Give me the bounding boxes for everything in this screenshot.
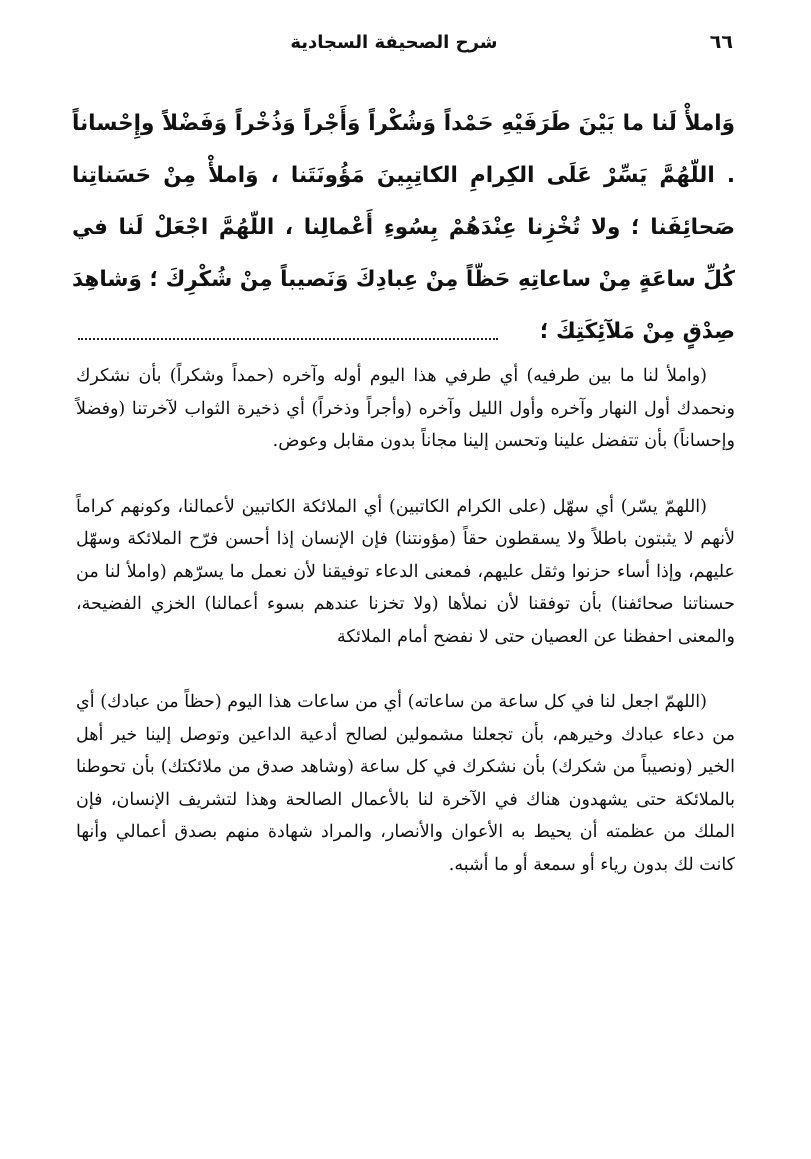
dotted-divider — [78, 338, 498, 340]
commentary-paragraph: (واملأ لنا ما بين طرفيه) أي طرفي هذا اليوم أوله وآخره (حمداً وشكراً) بأن نشكرك ونحمدك أول النهار وآخره وأول الليل وآخره (وأجراً وذخراً) أي ذخيرة الثواب لآخرتنا (وفضلاً وإحساناً) بأن تتفضل علينا وتحسن إلينا مجاناً بدون مقابل وعوض. — [76, 366, 735, 451]
commentary-paragraph: (اللهمّ يسّر) أي سهّل (على الكرام الكاتبين) أي الملائكة الكاتبين لأعمالنا، وكونهم كراماً لأنهم لا يثبتون باطلاً ولا يسقطون حقاً (مؤونتنا) فإن الإنسان إذا أحسن فرّح الملائكة وسهّل عليهم، وإذا أساء حزنوا وثقل عليهم، فمعنى الدعاء توفيقنا لأن نعمل ما يسرّهم (واملأ لنا من حسناتنا صحائفنا) بأن توفقنا لأن نملأها (ولا تخزنا عندهم بسوء أعمالنا) الخزي الفضيحة، والمعنى احفظنا عن العصيان حتى لا نفضح أمام الملائكة — [76, 496, 735, 647]
supplication-text: وَاملأْ لَنا ما بَيْنَ طَرَفَيْهِ حَمْداً وَشُكْراً وَأَجْراً وَذُخْراً وَفَضْلاً وإِحْساناً . اللّهُمَّ يَسِّرْ عَلَى الكِرامِ الكاتِبِينَ مَؤُونَتَنا ، وَاملأْ مِنْ حَسَناتِنا صَحائِفَنا ؛ ولا تُخْزِنا عِنْدَهُمْ بِسُوءِ أَعْمالِنا ، اللّهُمَّ اجْعَلْ لَنا في كُلِّ ساعَةٍ مِنْ ساعاتِهِ حَظّاً مِنْ عِبادِكَ وَنَصيباً مِنْ شُكْرِكَ ؛ وَشاهِدَ صِدْقٍ مِنْ مَلآئِكَتِكَ ؛ — [72, 111, 735, 344]
page-number: ٦٦ — [709, 31, 733, 53]
commentary-section — [76, 360, 735, 914]
running-title: شرح الصحيفة السجادية — [290, 31, 498, 53]
page-header — [78, 28, 733, 56]
commentary-paragraph: (اللهمّ اجعل لنا في كل ساعة من ساعاته) أي من ساعات هذا اليوم (حظاً من عبادك) أي من دعاء عبادك وخيرهم، بأن تجعلنا مشمولين لصالح أدعية الداعين وتوصل إلينا خير أهل الخير (ونصيباً من شكرك) بأن نشكرك في كل ساعة (وشاهد صدق من ملائكتك) بأن تحوطنا بالملائكة حتى يشهدون هناك في الآخرة لنا بالأعمال الصالحة وهذا لتشريف الإنسان، فإن الملك من عظمته أن يحيط به الأعوان والأنصار، والمراد شهادة منهم بصدق أعمالي وأنها كانت لك بدون رياء أو سمعة أو ما أشبه. — [76, 692, 735, 875]
